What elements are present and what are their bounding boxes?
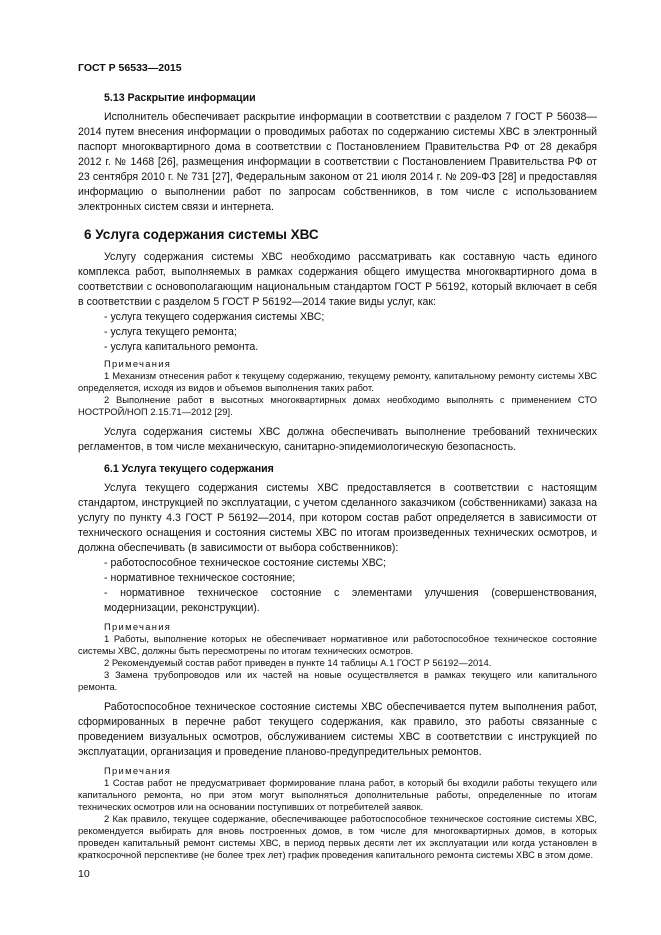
section-6-1-paragraph-1: Услуга текущего содержания системы ХВС предоставляется в соответствии с настоящим стандартом, инструкцией по эксплуатации, с учетом сделанного заказчиком (собственниками) заказа на услугу по пункту 4.3 ГОСТ Р 56192—2014, при котором состав работ определяется в зависимости от технического оснащения и состояния системы ХВС по итогам произведенных технических осмотров, и должна обеспечивать (в зависимости от выбора собственников): [78, 482, 597, 554]
section-6-1-notes-label: Примечания [104, 621, 172, 632]
section-6-1-list-item: - нормативное техническое состояние с элементами улучшения (совершенствования, модернизации, реконструкции). [104, 587, 597, 614]
section-6-1-note-2-1: 1 Состав работ не предусматривает формирование плана работ, в который бы входили работы текущего или капитального ремонта, но при этом могут выполняться дополнительные работы, определенные по итогам технических осмотров или на основании поступивших от потребителей заявок. [78, 777, 597, 812]
section-6-1-note-3: 3 Замена трубопроводов или их частей на новые осуществляется в рамках текущего или капитального ремонта. [78, 669, 597, 692]
section-6-notes-label: Примечания [104, 358, 172, 369]
section-6-paragraph-1: Услугу содержания системы ХВС необходимо рассматривать как составную часть единого комплекса работ, выполняемых в рамках содержания общего имущества многоквартирного дома в соответствии с основополагающим национальным стандартом ГОСТ Р 56192, который включает в себя в соответствии с разделом 5 ГОСТ Р 56192—2014 такие виды услуг, как: [78, 251, 597, 308]
section-6-1-list-item: - нормативное техническое состояние; [104, 572, 296, 584]
section-6-1-paragraph-2: Работоспособное техническое состояние системы ХВС обеспечивается путем выполнения работ, сформированных в перечне работ текущего содержания, как правило, это работы связанные с проведением визуальных осмотров, обслуживанием системы ХВС в соответствии с инструкцией по эксплуатации, организация и проведение планово-предупредительных ремонтов. [78, 701, 597, 758]
section-6-note-1: 1 Механизм отнесения работ к текущему содержанию, текущему ремонту, капитальному ремонту системы ХВС определяется, исходя из видов и объемов выполнения таких работ. [78, 370, 597, 393]
section-5-13-paragraph: Исполнитель обеспечивает раскрытие информации в соответствии с разделом 7 ГОСТ Р 56038—2014 путем внесения информации о проводимых работах по содержанию системы ХВС в электронный паспорт многоквартирного дома в соответствии с Постановлением Правительства РФ от 28 декабря 2012 г. № 1468 [26], размещения информации в соответствии с Постановлением Правительства РФ от 23 сентября 2010 г. № 731 [27], Федеральным законом от 21 июля 2014 г. № 209-ФЗ [28] и предоставляя информацию о выполнении работ по запросам собственников, в том числе с использованием электронных систем связи и интернета. [78, 111, 597, 213]
page-content [78, 92, 597, 861]
section-6-1-note-2-2: 2 Как правило, текущее содержание, обеспечивающее работоспособное техническое состояние системы ХВС, рекомендуется выбирать для вновь построенных домов, в том числе для многоквартирных домов, в которых проведен капитальный ремонт системы ХВС, в период первых десяти лет их эксплуатации или когда установлен в краткосрочной перспективе (не более трех лет) график проведения капитального ремонта системы ХВС в этом доме. [78, 813, 597, 860]
section-6-note-2: 2 Выполнение работ в высотных многоквартирных домах необходимо выполнять с применением СТО НОСТРОЙ/НОП 2.15.71—2012 [29]. [78, 394, 597, 417]
page-number: 10 [78, 868, 90, 880]
section-6-paragraph-2: Услуга содержания системы ХВС должна обеспечивать выполнение требований технических регламентов, в том числе механическую, санитарно-эпидемиологическую безопасность. [78, 426, 597, 453]
section-5-13-heading: 5.13 Раскрытие информации [104, 92, 256, 104]
document-header: ГОСТ Р 56533—2015 [78, 62, 182, 74]
section-6-1-note-2: 2 Рекомендуемый состав работ приведен в пункте 14 таблицы А.1 ГОСТ Р 56192—2014. [104, 657, 492, 668]
section-6-1-list-item: - работоспособное техническое состояние системы ХВС; [104, 557, 387, 569]
section-6-list-item: - услуга текущего содержания системы ХВС; [104, 311, 325, 323]
section-6-list-item: - услуга текущего ремонта; [104, 326, 237, 338]
section-6-heading: 6 Услуга содержания системы ХВС [84, 227, 319, 242]
section-6-1-notes-label-2: Примечания [104, 765, 172, 776]
section-6-1-note-1: 1 Работы, выполнение которых не обеспечивает нормативное или работоспособное техническое состояние системы ХВС, должны быть пересмотрены по итогам технических осмотров. [78, 633, 597, 656]
section-6-list-item: - услуга капитального ремонта. [104, 341, 259, 353]
section-6-1-heading: 6.1 Услуга текущего содержания [104, 463, 274, 475]
